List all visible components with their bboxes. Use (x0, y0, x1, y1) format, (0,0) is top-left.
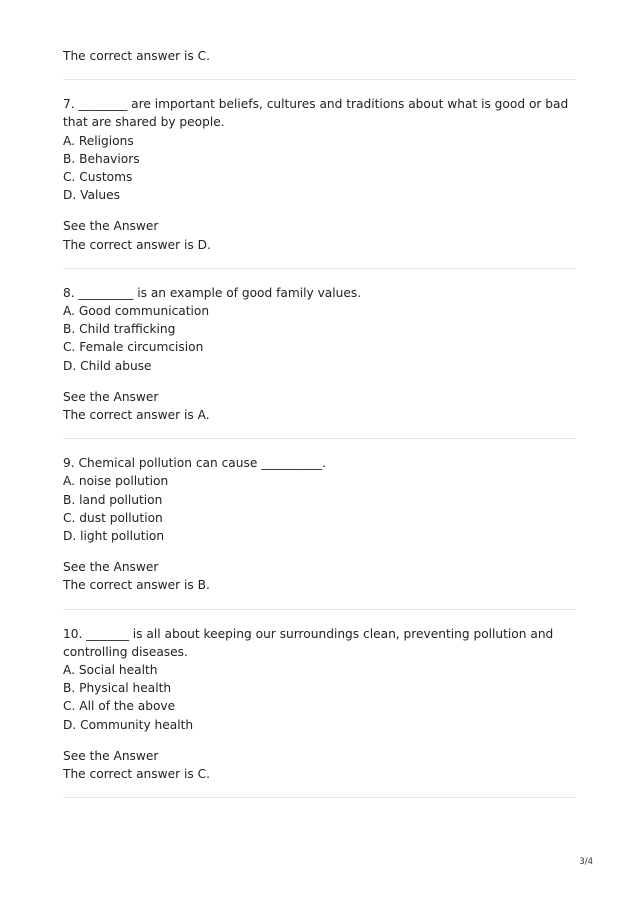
answer-area (63, 388, 575, 424)
option-d: D. light pollution (63, 529, 165, 544)
option-d: D. Values (63, 188, 120, 203)
option-c: C. All of the above (63, 699, 176, 714)
question-block-7 (63, 80, 575, 269)
option-a: A. Religions (63, 133, 134, 148)
option-a: A. Good communication (63, 304, 210, 319)
option-c: C. dust pollution (63, 510, 163, 525)
question-text: 7. ________ are important beliefs, cultures and traditions about what is good or bad that are shared by people. (63, 97, 569, 130)
option-a: A. Social health (63, 663, 158, 678)
see-answer-link[interactable]: See the Answer (63, 389, 159, 404)
options-list (63, 132, 575, 205)
see-answer-link[interactable]: See the Answer (63, 560, 159, 575)
question-block-9 (63, 439, 575, 609)
option-c: C. Customs (63, 170, 133, 185)
option-d: D. Community health (63, 717, 194, 732)
option-c: C. Female circumcision (63, 340, 204, 355)
answer-area (63, 217, 575, 253)
page-number: 3/4 (579, 857, 593, 867)
options-list (63, 302, 575, 375)
correct-answer-text: The correct answer is B. (63, 578, 210, 593)
question-block-10 (63, 610, 575, 799)
option-b: B. land pollution (63, 492, 163, 507)
question-text: 8. _________ is an example of good family values. (63, 285, 362, 300)
correct-answer-text: The correct answer is A. (63, 408, 210, 423)
option-d: D. Child abuse (63, 358, 152, 373)
option-b: B. Physical health (63, 681, 172, 696)
option-b: B. Behaviors (63, 151, 140, 166)
answer-area (63, 558, 575, 594)
correct-answer-text: The correct answer is C. (63, 767, 210, 782)
question-text: 10. _______ is all about keeping our surroundings clean, preventing pollution and controlling diseases. (63, 626, 554, 659)
options-list (63, 472, 575, 545)
document-page (63, 47, 575, 798)
previous-answer-block (63, 47, 575, 80)
see-answer-link[interactable]: See the Answer (63, 748, 159, 763)
question-text: 9. Chemical pollution can cause __________. (63, 456, 327, 471)
correct-answer-text: The correct answer is D. (63, 237, 211, 252)
correct-answer-text: The correct answer is C. (63, 49, 210, 63)
option-b: B. Child trafficking (63, 322, 176, 337)
answer-area (63, 747, 575, 783)
options-list (63, 661, 575, 734)
question-block-8 (63, 269, 575, 439)
see-answer-link[interactable]: See the Answer (63, 219, 159, 234)
option-a: A. noise pollution (63, 474, 169, 489)
